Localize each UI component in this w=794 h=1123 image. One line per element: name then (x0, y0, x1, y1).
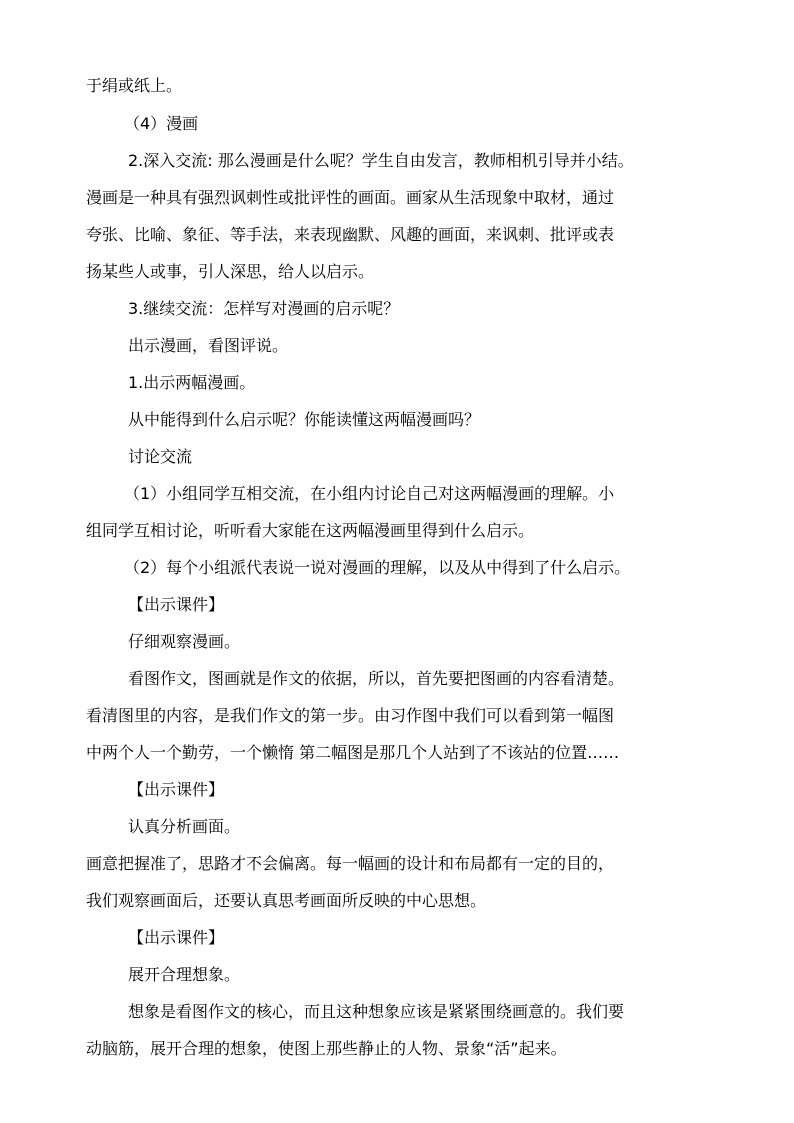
text-line-4: 漫画是一种具有强烈讽刺性或批评性的画面。画家从生活现象中取材，通过 (86, 188, 615, 207)
text-line-7: 3.继续交流：怎样写对漫画的启示呢？ (128, 299, 400, 318)
text-line-10: 从中能得到什么启示呢？你能读懂这两幅漫画吗？ (128, 410, 481, 429)
text-line-21: 认真分析画面。 (128, 817, 241, 836)
text-line-6: 扬某些人或事，引人深思，给人以启示。 (86, 262, 375, 281)
text-line-3: 2.深入交流: 那么漫画是什么呢？学生自由发言，教师相机引导并小结。 (128, 151, 634, 170)
text-line-16: 仔细观察漫画。 (128, 632, 241, 651)
section-heading-comic: （4）漫画 (124, 114, 199, 133)
text-line-23: 我们观察画面后，还要认真思考画面所反映的中心思想。 (86, 891, 487, 910)
text-line-9: 1.出示两幅漫画。 (128, 373, 256, 392)
text-line-13: 组同学互相讨论，听听看大家能在这两幅漫画里得到什么启示。 (86, 521, 535, 540)
text-line-17: 看图作文，图画就是作文的依据，所以，首先要把图画的内容看清楚。 (128, 669, 625, 688)
bracket-heading-show-slides: 【出示课件】 (128, 595, 225, 614)
text-line-8: 出示漫画，看图评说。 (128, 336, 289, 355)
text-line-26: 想象是看图作文的核心，而且这种想象应该是紧紧围绕画意的。我们要 (128, 1002, 625, 1021)
text-line-18: 看清图里的内容，是我们作文的第一步。由习作图中我们可以看到第一幅图 (86, 706, 615, 725)
text-line-27: 动脑筋，展开合理的想象，使图上那些静止的人物、景象“活”起来。 (86, 1039, 567, 1058)
text-line-12: （1）小组同学互相交流，在小组内讨论自己对这两幅漫画的理解。小 (124, 484, 615, 503)
text-line-25: 展开合理想象。 (128, 965, 241, 984)
text-line-5: 夸张、比喻、象征、等手法，来表现幽默、风趣的画面，来讽刺、批评或表 (86, 225, 615, 244)
text-line-19: 中两个人一个勤劳，一个懒惰 第二幅图是那几个人站到了不该站的位置…… (86, 743, 620, 762)
bracket-heading-show-slides: 【出示课件】 (128, 928, 225, 947)
text-line-14: （2）每个小组派代表说一说对漫画的理解，以及从中得到了什么启示。 (124, 558, 631, 577)
bracket-heading-show-slides: 【出示课件】 (128, 780, 225, 799)
text-line-11: 讨论交流 (128, 447, 193, 466)
text-line-1: 于绢或纸上。 (86, 76, 183, 95)
text-line-22: 画意把握准了，思路才不会偏离。每一幅画的设计和布局都有一定的目的， (86, 854, 615, 873)
